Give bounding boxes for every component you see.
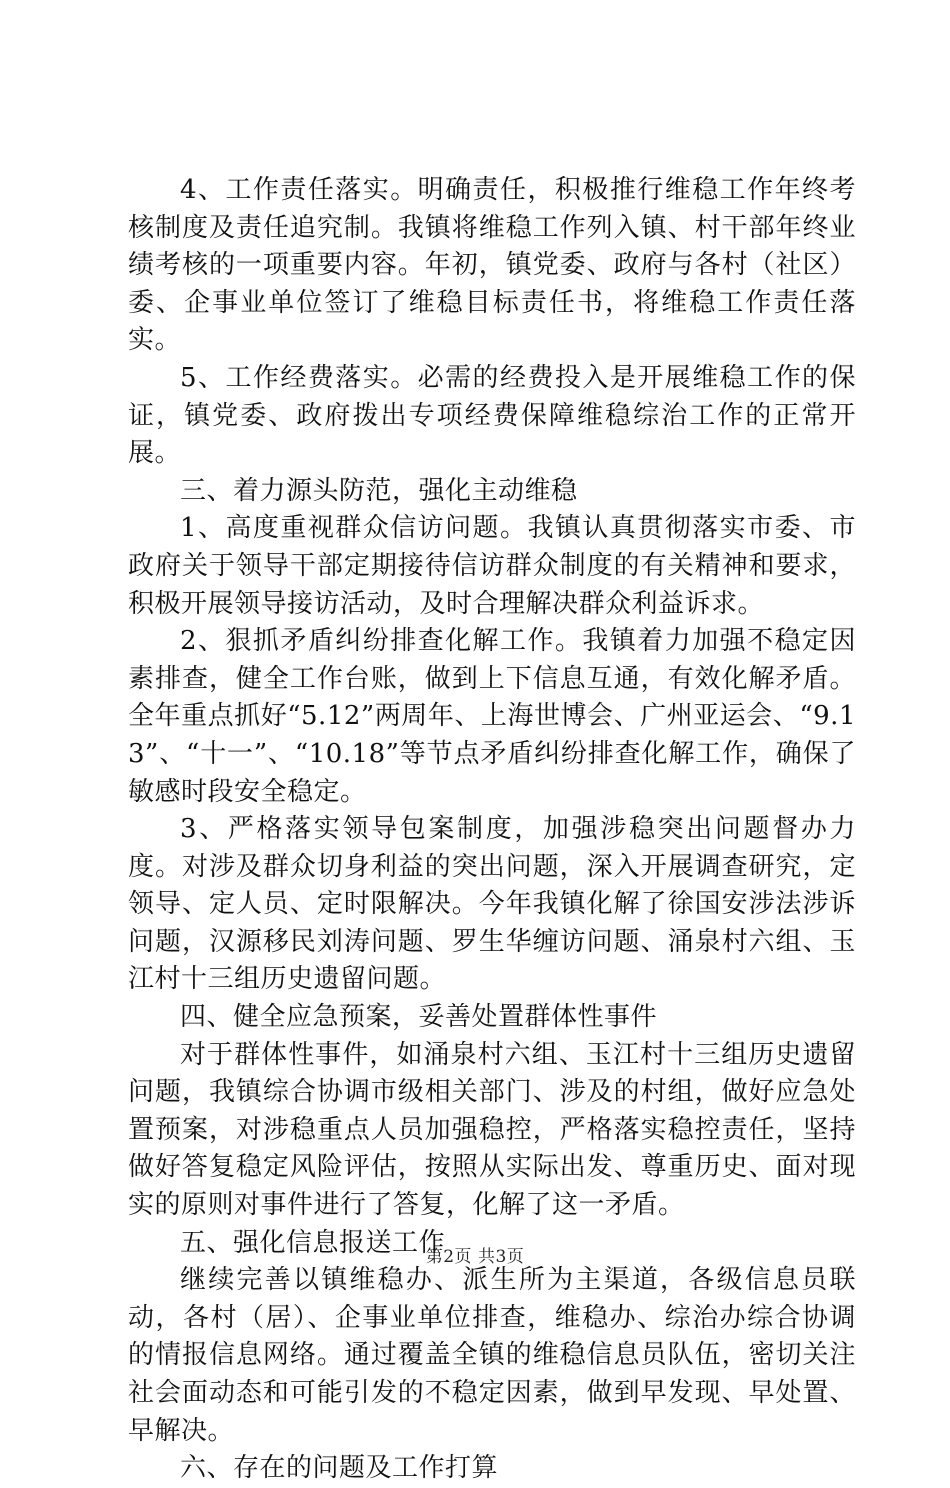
section-heading-6: 六、存在的问题及工作打算 — [180, 1453, 499, 1484]
paragraph-work-funding: 5、工作经费落实。必需的经费投入是开展维稳工作的保证，镇党委、政府拨出专项经费保障维稳综治工作的正常开展。 — [128, 362, 856, 469]
page-number-footer: 第2页 共3页 — [425, 1247, 525, 1267]
paragraph-work-responsibility: 4、工作责任落实。明确责任，积极推行维稳工作年终考核制度及责任追究制。我镇将维稳工作列入镇、村干部年终业绩考核的一项重要内容。年初，镇党委、政府与各村（社区）委、企事业单位签订了维稳目标责任书，将维稳工作责任落实。 — [128, 175, 856, 356]
paragraph-dispute-resolution: 2、狠抓矛盾纠纷排查化解工作。我镇着力加强不稳定因素排查，健全工作台账，做到上下信息互通，有效化解矛盾。全年重点抓好“5.12”两周年、上海世博会、广州亚运会、“9.13”、“十一”、“10.18”等节点矛盾纠纷排查化解工作，确保了敏感时段安全稳定。 — [128, 626, 856, 807]
section-heading-5: 五、强化信息报送工作 — [180, 1227, 446, 1258]
paragraph-group-incidents: 对于群体性事件，如涌泉村六组、玉江村十三组历史遗留问题，我镇综合协调市级相关部门、涉及的村组，做好应急处置预案，对涉稳重点人员加强稳控，严格落实稳控责任，坚持做好答复稳定风险评估，按照从实际出发、尊重历史、面对现实的原则对事件进行了答复，化解了这一矛盾。 — [128, 1039, 856, 1221]
section-heading-4: 四、健全应急预案，妥善处置群体性事件 — [180, 1002, 658, 1033]
paragraph-information-reporting: 继续完善以镇维稳办、派生所为主渠道，各级信息员联动，各村（居）、企事业单位排查，维稳办、综治办综合协调的情报信息网络。通过覆盖全镇的维稳信息员队伍，密切关注社会面动态和可能引发的不稳定因素，做到早发现、早处置、早解决。 — [128, 1265, 856, 1446]
document-body — [128, 172, 856, 1488]
paragraph-leader-case-system: 3、严格落实领导包案制度，加强涉稳突出问题督办力度。对涉及群众切身利益的突出问题，深入开展调查研究，定领导、定人员、定时限解决。今年我镇化解了徐国安涉法涉诉问题，汉源移民刘涛问题、罗生华缠访问题、涌泉村六组、玉江村十三组历史遗留问题。 — [128, 814, 856, 995]
paragraph-petition-issues: 1、高度重视群众信访问题。我镇认真贯彻落实市委、市政府关于领导干部定期接待信访群众制度的有关精神和要求，积极开展领导接访活动，及时合理解决群众利益诉求。 — [128, 513, 856, 619]
section-heading-3: 三、着力源头防范，强化主动维稳 — [180, 475, 578, 506]
